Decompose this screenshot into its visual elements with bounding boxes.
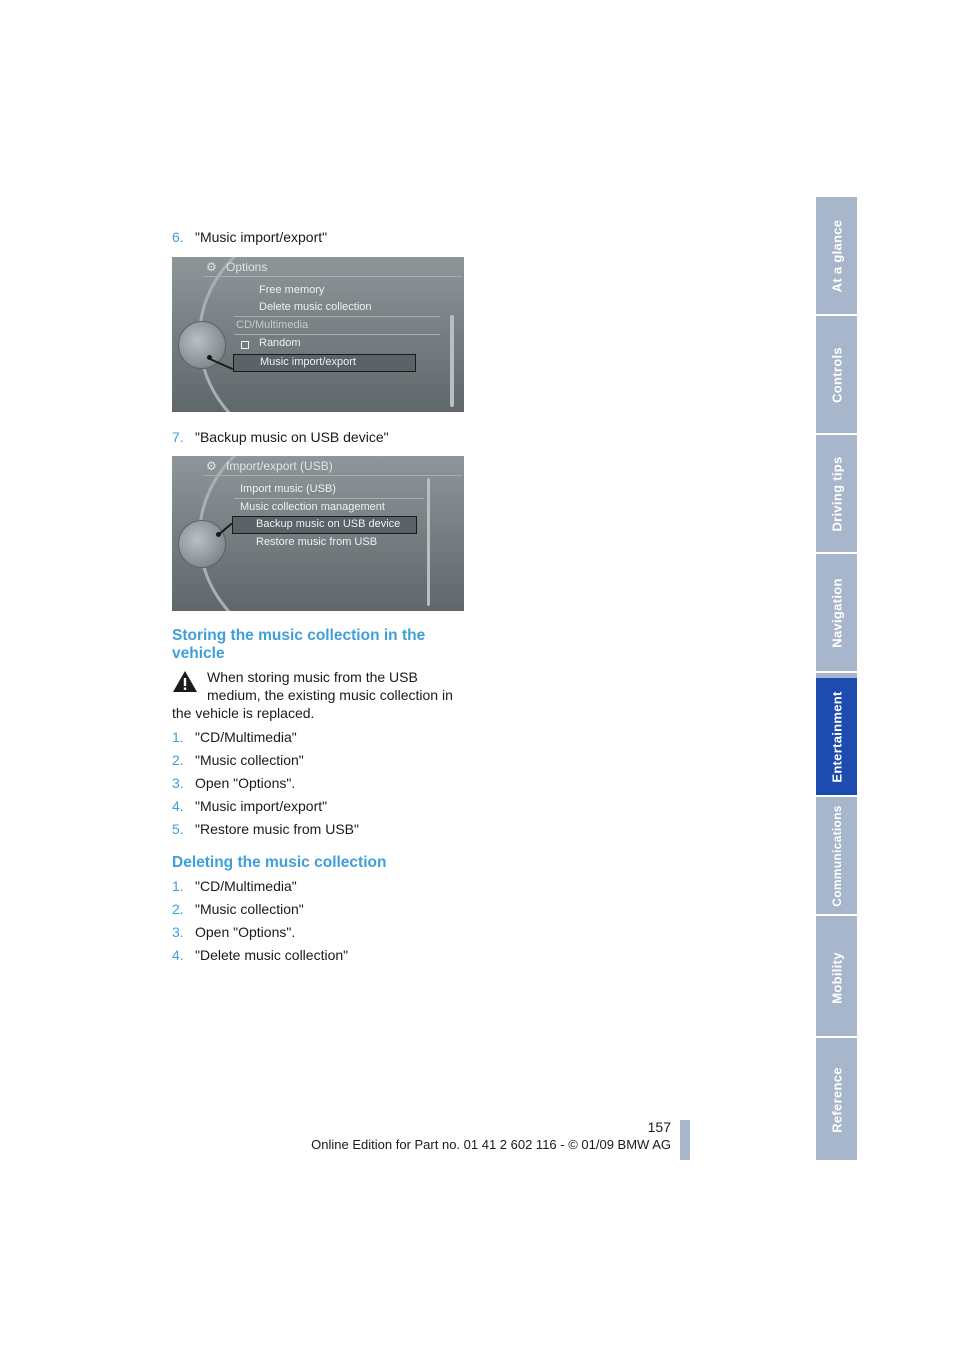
options-gear-icon: ⚙ — [206, 459, 217, 473]
checkbox-icon — [241, 341, 249, 349]
step-number: 6. — [172, 229, 184, 245]
step-item — [172, 797, 472, 815]
section-heading: Storing the music collection in the vehicle — [172, 627, 426, 662]
tab-label: Entertainment — [829, 690, 844, 783]
step-number: 1. — [172, 878, 184, 894]
menu-item: Delete music collection — [259, 301, 372, 313]
section-heading: Deleting the music collection — [172, 854, 387, 871]
menu-divider — [234, 334, 440, 335]
footer-text: Online Edition for Part no. 01 41 2 602 116 - © 01/09 BMW AG — [311, 1137, 671, 1152]
step-item — [172, 820, 472, 838]
chapter-sidebar — [816, 197, 857, 1160]
step-item — [172, 923, 472, 941]
page-number: 157 — [647, 1119, 671, 1135]
step-number: 5. — [172, 821, 184, 837]
title-divider — [204, 276, 462, 277]
step-number: 3. — [172, 924, 184, 940]
tab-navigation[interactable] — [816, 554, 857, 673]
title-divider — [204, 475, 462, 476]
step-text: "Restore music from USB" — [195, 821, 359, 837]
step-text: "CD/Multimedia" — [195, 878, 297, 894]
controller-knob-icon — [178, 520, 226, 568]
screen-title: Import/export (USB) — [226, 459, 333, 473]
step-number: 2. — [172, 901, 184, 917]
step-item — [172, 946, 472, 964]
footer-bar — [680, 1120, 690, 1160]
step-number: 7. — [172, 429, 184, 445]
step-text: "Music import/export" — [195, 798, 328, 814]
step-text: "Backup music on USB device" — [195, 429, 389, 445]
step-text: "Music collection" — [195, 752, 304, 768]
scrollbar — [427, 478, 430, 606]
tab-label: Communications — [829, 804, 844, 907]
menu-item-selected: Backup music on USB device — [256, 518, 401, 530]
screen-title: Options — [226, 260, 268, 274]
warning-triangle-icon — [172, 670, 198, 693]
step-text: Open "Options". — [195, 775, 296, 791]
tab-label: Controls — [829, 346, 844, 403]
step-item — [172, 774, 472, 792]
step-number: 4. — [172, 947, 184, 963]
tab-entertainment[interactable] — [816, 678, 857, 797]
menu-item: Restore music from USB — [256, 536, 378, 548]
step-item — [172, 228, 472, 246]
warning-line: the vehicle is replaced. — [172, 705, 315, 721]
tab-label: At a glance — [829, 219, 844, 292]
step-item — [172, 428, 472, 446]
menu-item: Music collection management — [240, 501, 385, 513]
warning-line: medium, the existing music collection in — [207, 687, 453, 703]
options-gear-icon: ⚙ — [206, 260, 217, 274]
menu-divider — [234, 498, 424, 499]
menu-divider — [234, 316, 440, 317]
menu-section-label: CD/Multimedia — [236, 319, 309, 331]
menu-item: Random — [259, 337, 301, 349]
tab-reference[interactable] — [816, 1040, 857, 1159]
step-text: "Delete music collection" — [195, 947, 349, 963]
step-item — [172, 900, 472, 918]
tab-label: Driving tips — [829, 455, 844, 532]
menu-item: Import music (USB) — [240, 483, 336, 495]
tab-communications[interactable] — [816, 797, 857, 916]
menu-item-selected: Music import/export — [260, 356, 356, 368]
step-item — [172, 728, 472, 746]
step-number: 1. — [172, 729, 184, 745]
tab-label: Mobility — [829, 951, 844, 1004]
warning-line: When storing music from the USB — [207, 669, 418, 685]
step-number: 2. — [172, 752, 184, 768]
step-text: "Music import/export" — [195, 229, 328, 245]
step-text: "CD/Multimedia" — [195, 729, 297, 745]
step-item — [172, 751, 472, 769]
warning-note — [172, 668, 472, 722]
tab-driving-tips[interactable] — [816, 435, 857, 554]
step-text: "Music collection" — [195, 901, 304, 917]
tab-mobility[interactable] — [816, 919, 857, 1038]
main-content — [172, 228, 472, 969]
scrollbar — [450, 315, 454, 407]
tab-label: Reference — [829, 1066, 844, 1133]
idrive-import-export-screenshot — [172, 456, 464, 611]
idrive-options-screenshot — [172, 257, 464, 412]
step-number: 3. — [172, 775, 184, 791]
menu-item: Free memory — [259, 284, 325, 296]
tab-label: Navigation — [829, 577, 844, 648]
step-text: Open "Options". — [195, 924, 296, 940]
step-number: 4. — [172, 798, 184, 814]
tab-at-a-glance[interactable] — [816, 197, 857, 316]
step-item — [172, 877, 472, 895]
tab-controls[interactable] — [816, 316, 857, 435]
